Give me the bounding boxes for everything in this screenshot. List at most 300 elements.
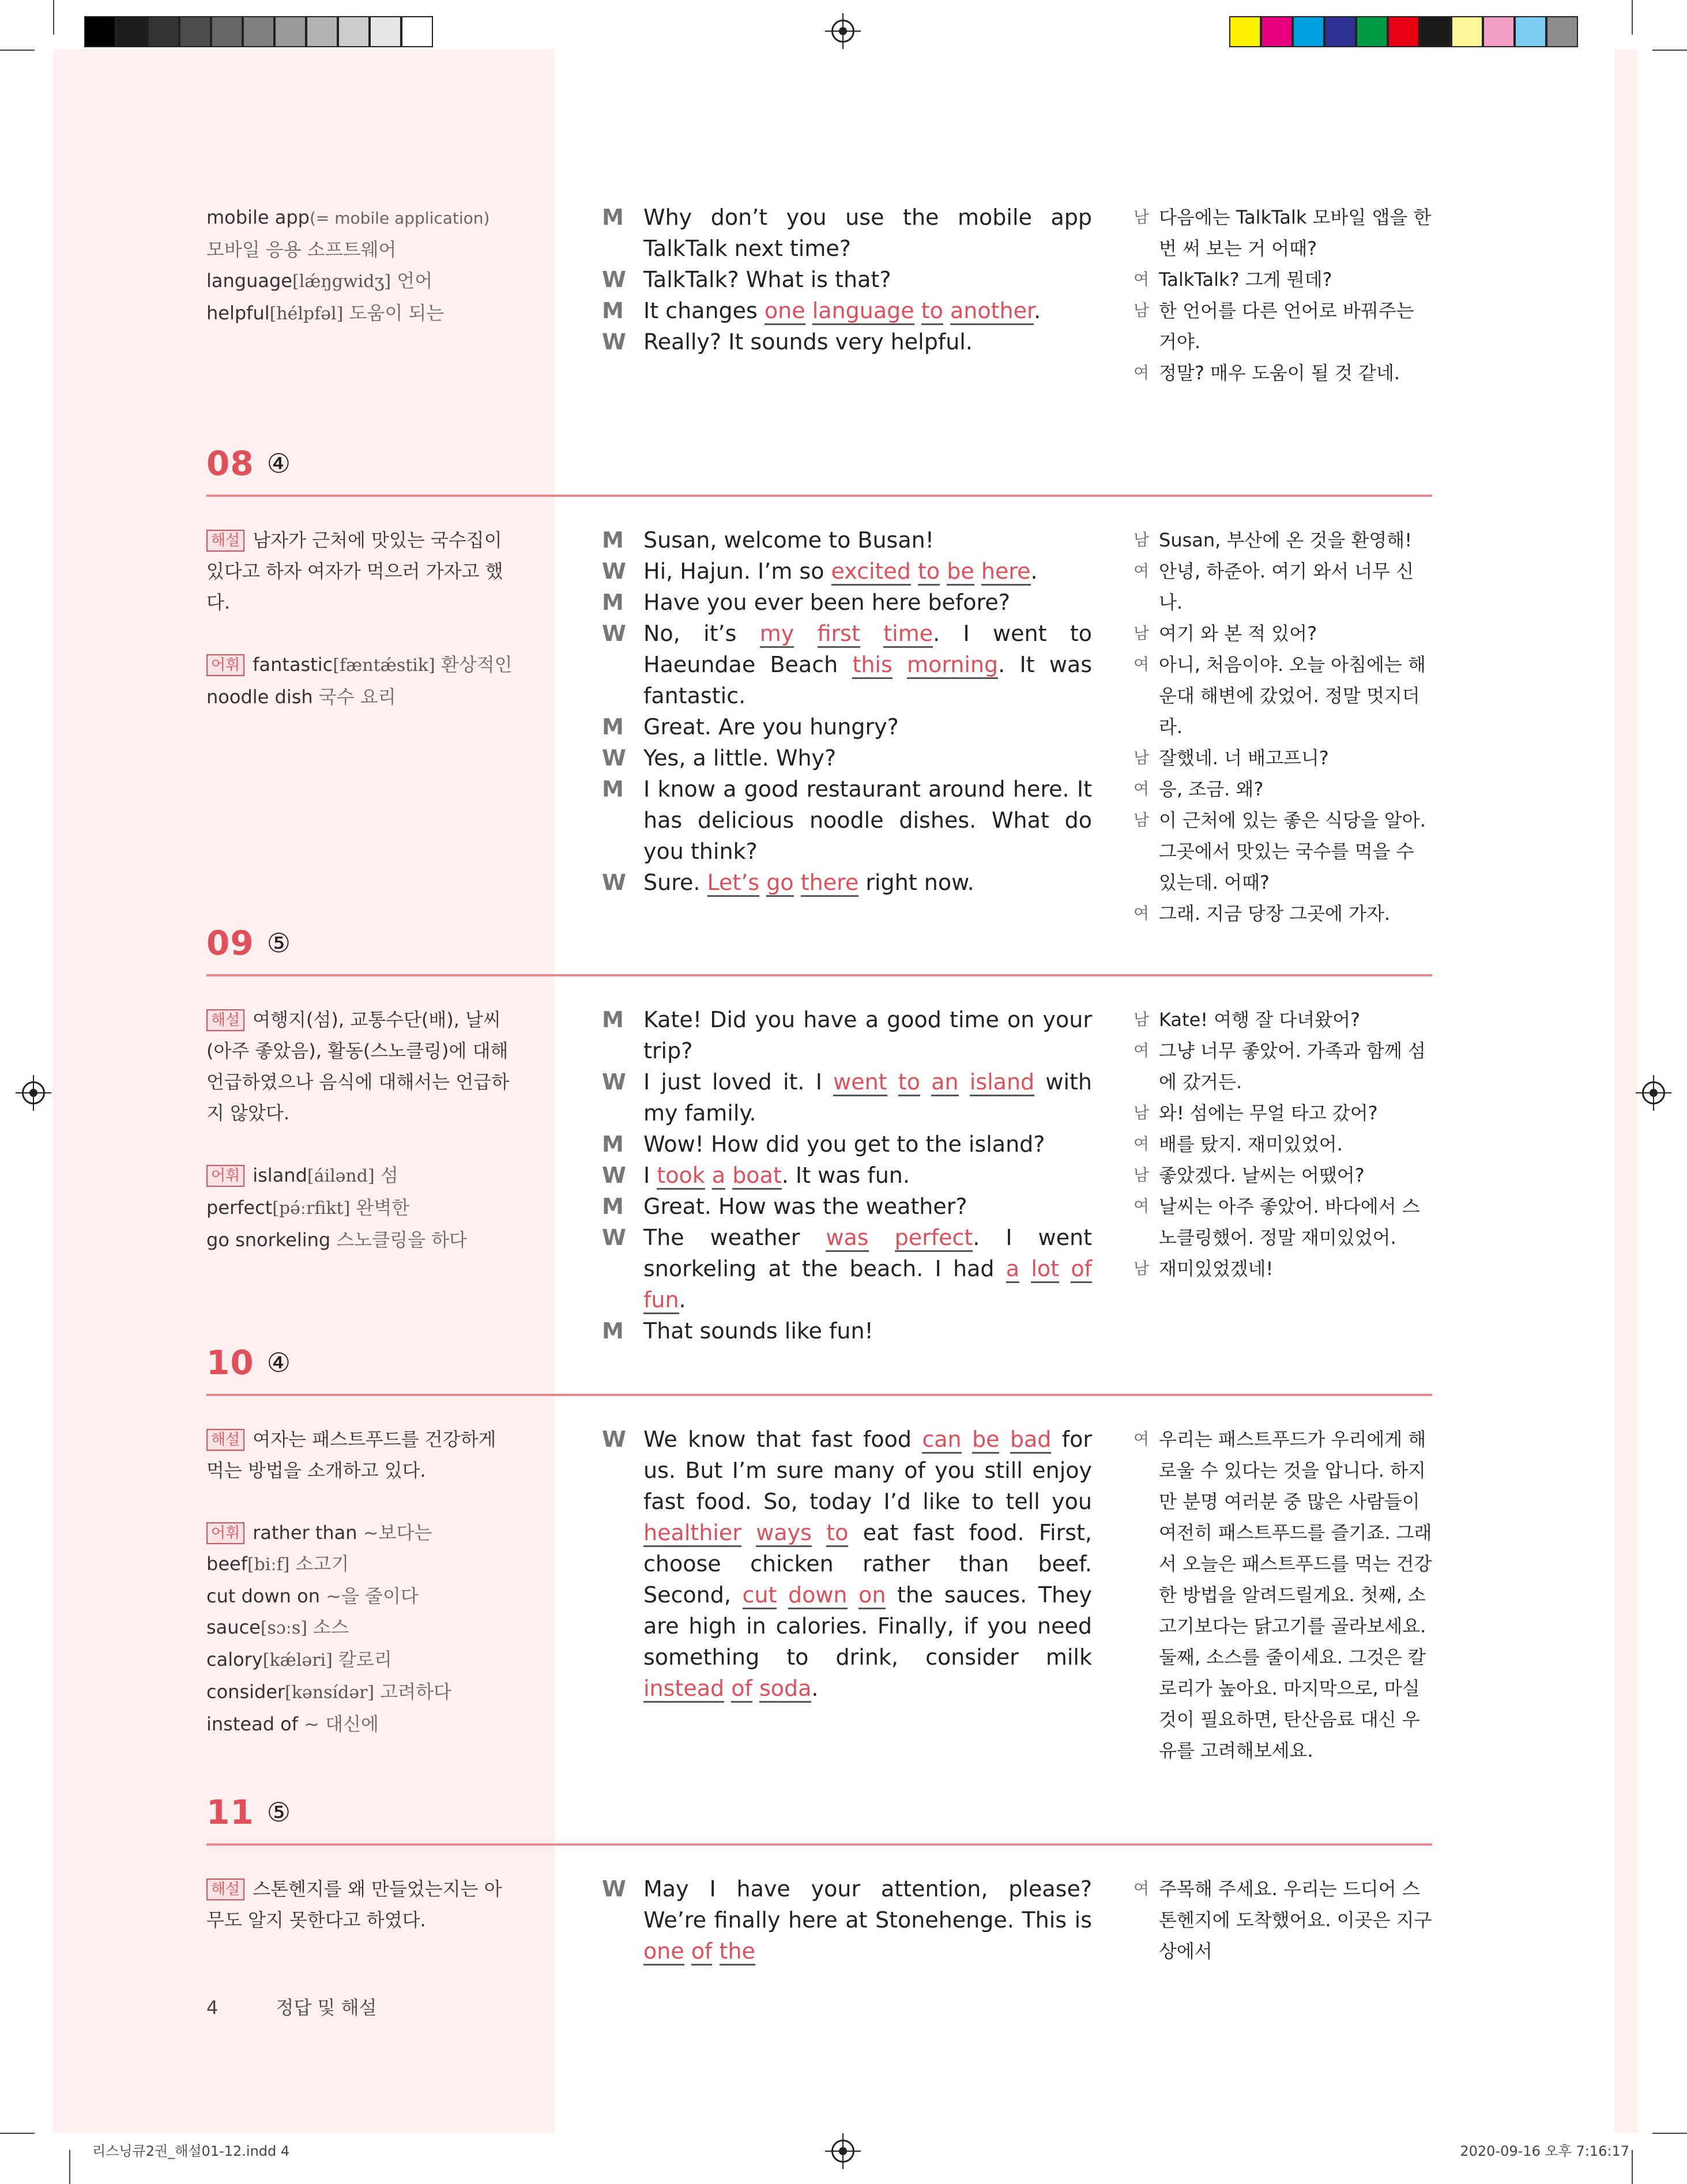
vocab-tag: 어휘 xyxy=(206,654,244,676)
answer-blank: down xyxy=(788,1582,848,1609)
answer-blank: to xyxy=(918,559,940,586)
vocab-gloss: 칼로리 xyxy=(338,1649,392,1670)
dialogue-text: It changes xyxy=(643,298,765,323)
speaker-label: W xyxy=(602,1069,626,1095)
answer-choice: ⑤ xyxy=(266,927,291,959)
dialogue-text: right now. xyxy=(858,870,974,895)
speaker-label: W xyxy=(602,1163,626,1188)
vocab-word: instead of xyxy=(206,1713,299,1735)
translation-text: 정말? 매우 도움이 될 것 같네. xyxy=(1159,362,1400,384)
right-edge-background xyxy=(1614,50,1637,2133)
answer-blank: soda xyxy=(759,1676,811,1703)
speaker-label: 남 xyxy=(1134,1010,1150,1029)
speaker-label: 여 xyxy=(1134,904,1150,923)
speaker-label: M xyxy=(602,714,624,740)
dialogue-text: Susan, welcome to Busan! xyxy=(643,527,934,553)
dialogue-script xyxy=(602,202,1092,357)
answer-blank: one xyxy=(643,1938,684,1966)
translation-line xyxy=(1134,264,1433,295)
translation-line xyxy=(1134,774,1433,805)
dialogue-text xyxy=(999,1427,1010,1452)
speaker-label: 남 xyxy=(1134,810,1150,829)
dialogue-text: I know a good restaurant around here. It has delicious noodle dishes. What do you think? xyxy=(643,776,1092,864)
dialogue-text xyxy=(920,1069,931,1095)
vocab-gloss: 스노클링을 하다 xyxy=(336,1229,467,1251)
dialogue-text: the sauces. They are high in calories. Finally, if you need something to drink, consider milk xyxy=(643,1582,1092,1670)
dialogue-line xyxy=(602,556,1092,587)
vocab-ipa: [áilənd] xyxy=(307,1166,375,1186)
color-swatch xyxy=(1388,16,1419,47)
dialogue-line xyxy=(602,326,1092,357)
explanation-block xyxy=(206,1424,518,1740)
answer-blank: to xyxy=(826,1520,848,1547)
dialogue-script xyxy=(602,1873,1092,1967)
color-swatch xyxy=(1261,16,1293,47)
color-swatch xyxy=(84,16,116,47)
dialogue-text xyxy=(741,1520,756,1545)
dialogue-line xyxy=(602,1160,1092,1191)
color-swatch xyxy=(1229,16,1261,47)
registration-mark-icon xyxy=(831,2140,854,2163)
explanation-tag: 해설 xyxy=(206,1429,244,1451)
dialogue-text xyxy=(684,1938,691,1964)
dialogue-text: I just loved it. I xyxy=(643,1069,834,1095)
question-number: 10 xyxy=(206,1343,254,1382)
section-header xyxy=(206,923,291,963)
dialogue-line xyxy=(602,1424,1092,1704)
dialogue-text xyxy=(974,559,981,584)
explanation-text: 남자가 근처에 맛있는 국수집이 있다고 하자 여자가 먹으러 가자고 했다. xyxy=(206,529,503,613)
dialogue-line xyxy=(602,1222,1092,1315)
dialogue-text xyxy=(705,1163,712,1188)
korean-translation xyxy=(1134,525,1433,929)
answer-blank: Let’s xyxy=(707,870,760,897)
translation-text: 한 언어를 다른 언어로 바꿔주는 거야. xyxy=(1159,300,1414,353)
speaker-label: 남 xyxy=(1134,530,1150,549)
dialogue-text xyxy=(887,1069,898,1095)
color-swatch xyxy=(370,16,401,47)
translation-text: 이 근처에 있는 좋은 식당을 알아. 그곳에서 맛있는 국수를 먹을 수 있는데. 어때? xyxy=(1159,809,1426,893)
dialogue-line xyxy=(602,525,1092,556)
speaker-label: 여 xyxy=(1134,363,1150,382)
answer-choice: ⑤ xyxy=(266,1797,291,1828)
page-number: 4 xyxy=(206,1997,219,2019)
translation-line xyxy=(1134,1160,1433,1191)
explanation-block xyxy=(206,525,518,712)
explanation-block xyxy=(206,1004,518,1255)
color-swatch xyxy=(274,16,306,47)
speaker-label: 여 xyxy=(1134,270,1150,289)
speaker-label: W xyxy=(602,1427,626,1452)
speaker-label: M xyxy=(602,590,624,615)
vocab-word: helpful xyxy=(206,302,270,324)
dialogue-text: Wow! How did you get to the island? xyxy=(643,1131,1045,1157)
section-divider xyxy=(206,1843,1432,1846)
vocab-gloss: 고려하다 xyxy=(380,1681,451,1703)
translation-line xyxy=(1134,1424,1433,1766)
translation-line xyxy=(1134,898,1433,929)
section-divider xyxy=(206,974,1432,976)
explanation-text: 여자는 패스트푸드를 건강하게 먹는 방법을 소개하고 있다. xyxy=(206,1428,496,1481)
dialogue-line xyxy=(602,1873,1092,1967)
dialogue-line xyxy=(602,202,1092,264)
answer-blank: morning xyxy=(907,652,998,679)
answer-blank: instead xyxy=(643,1676,724,1703)
dialogue-line xyxy=(602,587,1092,618)
dialogue-text xyxy=(777,1582,788,1608)
speaker-label: M xyxy=(602,1131,624,1157)
color-swatch xyxy=(179,16,211,47)
answer-blank: another xyxy=(950,298,1034,325)
vocab-gloss: ~을 줄이다 xyxy=(326,1585,419,1607)
answer-blank: of xyxy=(691,1938,713,1966)
speaker-label: W xyxy=(602,621,626,646)
translation-line xyxy=(1134,525,1433,556)
vocab-ipa: [fæntǽstik] xyxy=(333,655,435,676)
color-swatch xyxy=(1324,16,1356,47)
color-swatch xyxy=(243,16,274,47)
translation-text: 좋았겠다. 날씨는 어땠어? xyxy=(1159,1164,1365,1186)
dialogue-text: . xyxy=(679,1287,686,1312)
vocab-gloss: (= mobile application) xyxy=(309,209,490,228)
vocab-ipa: [sɔːs] xyxy=(260,1618,307,1638)
answer-blank: can xyxy=(922,1427,961,1454)
dialogue-line xyxy=(602,264,1092,295)
answer-blank: one xyxy=(765,298,805,325)
vocab-ipa: [lǽŋgwidʒ] xyxy=(292,271,391,292)
dialogue-line xyxy=(602,1066,1092,1129)
dialogue-text: I xyxy=(643,1163,657,1188)
explanation-tag: 해설 xyxy=(206,1879,244,1900)
dialogue-text: Hi, Hajun. I’m so xyxy=(643,559,831,584)
color-swatch xyxy=(1356,16,1388,47)
vocab-word: rather than xyxy=(253,1522,357,1544)
dialogue-text xyxy=(860,621,883,646)
vocab-gloss: 소스 xyxy=(313,1616,349,1638)
translation-line xyxy=(1134,805,1433,898)
dialogue-text: Great. Are you hungry? xyxy=(643,714,899,740)
translation-line xyxy=(1134,1035,1433,1097)
crop-mark xyxy=(0,50,35,51)
answer-blank: boat xyxy=(732,1163,782,1190)
print-timestamp: 2020-09-16 오후 7:16:17 xyxy=(1460,2143,1629,2159)
crop-mark xyxy=(1632,0,1633,35)
answer-blank: first xyxy=(818,621,860,648)
translation-text: 다음에는 TalkTalk 모바일 앱을 한번 써 보는 거 어때? xyxy=(1159,206,1432,259)
speaker-label: 여 xyxy=(1134,1879,1150,1898)
section-divider xyxy=(206,1394,1432,1396)
vocab-gloss: 환상적인 xyxy=(440,654,513,676)
vocab-word: fantastic xyxy=(253,654,333,676)
vocab-gloss: 국수 요리 xyxy=(318,686,396,708)
vocab-word: cut down on xyxy=(206,1585,320,1607)
answer-blank: language xyxy=(812,298,914,325)
korean-translation xyxy=(1134,1004,1433,1284)
speaker-label: M xyxy=(602,1007,624,1032)
translation-text: 와! 섬에는 무얼 타고 갔어? xyxy=(1159,1102,1378,1124)
color-swatch xyxy=(306,16,338,47)
speaker-label: 남 xyxy=(1134,1165,1150,1185)
vocab-gloss: 완벽한 xyxy=(356,1197,410,1219)
translation-text: 아니, 처음이야. 오늘 아침에는 해운대 해변에 갔었어. 정말 멋지더라. xyxy=(1159,654,1426,738)
dialogue-text: . xyxy=(1034,298,1041,323)
answer-blank: a xyxy=(712,1163,725,1190)
speaker-label: W xyxy=(602,745,626,771)
dialogue-text: Have you ever been here before? xyxy=(643,590,1010,615)
crop-mark xyxy=(1652,50,1687,51)
translation-line xyxy=(1134,1873,1433,1967)
question-number: 08 xyxy=(206,444,254,483)
dialogue-text: That sounds like fun! xyxy=(643,1318,873,1344)
dialogue-text: . It was fantastic. xyxy=(643,652,1092,708)
answer-blank: was xyxy=(826,1225,868,1252)
speaker-label: W xyxy=(602,1225,626,1250)
dialogue-text: Kate! Did you have a good time on your trip? xyxy=(643,1007,1092,1063)
dialogue-line xyxy=(602,742,1092,774)
translation-text: 재미있었겠네! xyxy=(1159,1258,1274,1280)
vocab-word: mobile app xyxy=(206,206,310,228)
dialogue-text xyxy=(752,1676,759,1701)
translation-text: 그냥 너무 좋았어. 가족과 함께 섬에 갔거든. xyxy=(1159,1040,1426,1093)
answer-blank: ways xyxy=(756,1520,812,1547)
translation-text: 배를 탔지. 재미있었어. xyxy=(1159,1133,1343,1155)
color-swatch xyxy=(401,16,433,47)
translation-line xyxy=(1134,1129,1433,1160)
answer-blank: lot xyxy=(1031,1256,1059,1283)
dialogue-text xyxy=(724,1676,731,1701)
answer-blank: on xyxy=(858,1582,886,1609)
speaker-label: 여 xyxy=(1134,1429,1150,1449)
speaker-label: M xyxy=(602,1194,624,1219)
vocab-word: consider xyxy=(206,1681,285,1703)
dialogue-text xyxy=(1019,1256,1031,1281)
vocab-gloss: 언어 xyxy=(397,270,433,292)
speaker-label: M xyxy=(602,776,624,802)
speaker-label: 여 xyxy=(1134,1134,1150,1153)
crop-mark xyxy=(69,2150,70,2184)
vocab-ipa: [kǽləri] xyxy=(262,1650,333,1670)
answer-blank: fun xyxy=(643,1287,679,1314)
speaker-label: M xyxy=(602,527,624,553)
dialogue-text: The weather xyxy=(643,1225,826,1250)
speaker-label: M xyxy=(602,1318,624,1344)
answer-blank: excited xyxy=(831,559,911,586)
dialogue-line xyxy=(602,1315,1092,1346)
vocab-tag: 어휘 xyxy=(206,1522,244,1544)
dialogue-text: No, it’s xyxy=(643,621,760,646)
answer-blank: go xyxy=(766,870,793,897)
vocab-ipa: [pə́ːrfikt] xyxy=(272,1198,351,1219)
explanation-tag: 해설 xyxy=(206,1009,244,1031)
speaker-label: M xyxy=(602,298,624,323)
vocab-word: go snorkeling xyxy=(206,1229,331,1251)
speaker-label: W xyxy=(602,559,626,584)
section-header xyxy=(206,444,291,483)
korean-translation xyxy=(1134,202,1433,388)
dialogue-text: Yes, a little. Why? xyxy=(643,745,837,771)
explanation-tag: 해설 xyxy=(206,530,244,552)
translation-text: TalkTalk? 그게 뭔데? xyxy=(1159,269,1332,291)
vocab-word: beef xyxy=(206,1553,247,1575)
answer-blank: the xyxy=(720,1938,755,1966)
speaker-label: M xyxy=(602,205,624,230)
answer-blank: here xyxy=(981,559,1031,586)
translation-text: Susan, 부산에 온 것을 환영해! xyxy=(1159,529,1413,551)
vocab-word: sauce xyxy=(206,1616,261,1638)
dialogue-line xyxy=(602,618,1092,711)
vocab-gloss: 도움이 되는 xyxy=(349,302,445,324)
explanation-text: 여행지(섬), 교통수단(배), 날씨(아주 좋았음), 활동(스노클링)에 대해 언급하였으나 음식에 대해서는 언급하지 않았다. xyxy=(206,1009,510,1124)
color-swatch xyxy=(338,16,370,47)
speaker-label: 남 xyxy=(1134,301,1150,320)
answer-blank: island xyxy=(970,1069,1034,1096)
crop-mark xyxy=(53,0,54,35)
dialogue-text: May I have your attention, please? We’re finally here at Stonehenge. This is xyxy=(643,1876,1092,1933)
dialogue-text: . It was fun. xyxy=(781,1163,910,1188)
speaker-label: 남 xyxy=(1134,1259,1150,1278)
registration-mark-icon xyxy=(22,1081,45,1104)
translation-text: 응, 조금. 왜? xyxy=(1159,778,1264,800)
translation-line xyxy=(1134,742,1433,774)
dialogue-text xyxy=(805,298,812,323)
speaker-label: 여 xyxy=(1134,655,1150,674)
speaker-label: 남 xyxy=(1134,208,1150,227)
dialogue-line xyxy=(602,1129,1092,1160)
dialogue-script xyxy=(602,1004,1092,1346)
vocab-word: perfect xyxy=(206,1197,273,1219)
translation-text: 주목해 주세요. 우리는 드디어 스톤헨지에 도착했어요. 이곳은 지구상에서 xyxy=(1159,1878,1432,1962)
translation-line xyxy=(1134,618,1433,649)
vocab-gloss: 모바일 응용 소프트웨어 xyxy=(206,239,397,261)
vocab-ipa: [biːf] xyxy=(247,1555,290,1575)
color-swatch xyxy=(1515,16,1546,47)
korean-translation xyxy=(1134,1424,1433,1766)
answer-blank: to xyxy=(898,1069,920,1096)
crop-mark xyxy=(1632,2150,1633,2184)
vocab-ipa: [hélpfəl] xyxy=(269,304,344,324)
dialogue-text: . I went snorkeling at the beach. I had xyxy=(643,1225,1092,1281)
color-swatch xyxy=(1293,16,1324,47)
translation-line xyxy=(1134,649,1433,742)
translation-text: Kate! 여행 잘 다녀왔어? xyxy=(1159,1009,1360,1031)
vocab-word: noodle dish xyxy=(206,686,313,708)
page-footer xyxy=(206,1993,376,2020)
answer-choice: ④ xyxy=(266,1347,291,1378)
dialogue-text xyxy=(893,652,907,677)
answer-blank: of xyxy=(731,1676,752,1703)
translation-text: 여기 와 본 적 있어? xyxy=(1159,623,1317,644)
indd-file-slug: 리스닝큐2권_해설01-12.indd 4 xyxy=(92,2143,290,2159)
translation-text: 그래. 지금 당장 그곳에 가자. xyxy=(1159,903,1391,925)
translation-text: 날씨는 아주 좋았어. 바다에서 스노클링했어. 정말 재미있었어. xyxy=(1159,1195,1420,1248)
speaker-label: 여 xyxy=(1134,1197,1150,1216)
speaker-label: 남 xyxy=(1134,1103,1150,1122)
vocab-word: island xyxy=(253,1164,307,1186)
dialogue-text: for us. But I’m sure many of you still enjoy fast food. So, today I’d like to tell you xyxy=(643,1427,1092,1514)
dialogue-text xyxy=(962,1427,972,1452)
dialogue-line xyxy=(602,867,1092,898)
color-swatch xyxy=(1419,16,1451,47)
translation-line xyxy=(1134,295,1433,357)
answer-blank: be xyxy=(972,1427,1000,1454)
dialogue-text: . I went to Haeundae Beach xyxy=(643,621,1092,677)
answer-choice: ④ xyxy=(266,448,291,479)
dialogue-text xyxy=(794,621,817,646)
translation-line xyxy=(1134,202,1433,264)
dialogue-text: eat fast food. First, choose chicken rather than beef. Second, xyxy=(643,1520,1092,1608)
dialogue-script xyxy=(602,525,1092,898)
dialogue-text xyxy=(869,1225,895,1250)
explanation-text: 스톤헨지를 왜 만들었는지는 아무도 알지 못한다고 하였다. xyxy=(206,1878,502,1931)
speaker-label: W xyxy=(602,267,626,292)
dialogue-text xyxy=(812,1520,826,1545)
vocab-gloss: 소고기 xyxy=(295,1553,349,1575)
translation-text: 잘했네. 너 배고프니? xyxy=(1159,747,1329,769)
vocab-list xyxy=(206,202,518,330)
speaker-label: 여 xyxy=(1134,1041,1150,1060)
dialogue-text: . xyxy=(1030,559,1038,584)
answer-blank: this xyxy=(852,652,892,679)
dialogue-text: Sure. xyxy=(643,870,707,895)
speaker-label: W xyxy=(602,870,626,895)
translation-line xyxy=(1134,1253,1433,1284)
dialogue-text xyxy=(914,298,921,323)
answer-blank: time xyxy=(883,621,933,648)
answer-blank: my xyxy=(760,621,794,648)
speaker-label: 남 xyxy=(1134,624,1150,643)
dialogue-text xyxy=(940,559,947,584)
color-swatch xyxy=(116,16,148,47)
speaker-label: W xyxy=(602,1876,626,1902)
crop-mark xyxy=(1652,2133,1687,2134)
dialogue-line xyxy=(602,711,1092,742)
crop-mark xyxy=(0,2133,35,2134)
dialogue-script xyxy=(602,1424,1092,1704)
dialogue-line xyxy=(602,1191,1092,1222)
color-swatch xyxy=(211,16,243,47)
answer-blank: to xyxy=(921,298,943,325)
color-swatch xyxy=(1451,16,1483,47)
dialogue-text xyxy=(848,1582,859,1608)
answer-blank: of xyxy=(1071,1256,1092,1283)
dialogue-text xyxy=(943,298,950,323)
answer-blank: be xyxy=(947,559,974,586)
speaker-label: 남 xyxy=(1134,748,1150,767)
question-number: 11 xyxy=(206,1793,254,1832)
translation-line xyxy=(1134,1004,1433,1035)
answer-blank: perfect xyxy=(895,1225,973,1252)
vocab-gloss: ~ 대신에 xyxy=(304,1713,379,1735)
dialogue-text: Great. How was the weather? xyxy=(643,1194,967,1219)
dialogue-text xyxy=(725,1163,732,1188)
answer-blank: went xyxy=(833,1069,887,1096)
dialogue-text: with my family. xyxy=(643,1069,1092,1126)
vocab-gloss: ~보다는 xyxy=(363,1522,432,1544)
answer-blank: an xyxy=(931,1069,958,1096)
answer-blank: a xyxy=(1006,1256,1019,1283)
translation-line xyxy=(1134,556,1433,618)
dialogue-text: We know that fast food xyxy=(643,1427,922,1452)
speaker-label: W xyxy=(602,329,626,354)
page-label: 정답 및 해설 xyxy=(276,1997,377,2019)
answer-blank: cut xyxy=(743,1582,777,1609)
question-number: 09 xyxy=(206,923,254,963)
answer-blank: there xyxy=(801,870,859,897)
translation-line xyxy=(1134,1191,1433,1253)
speaker-label: 여 xyxy=(1134,779,1150,798)
color-swatch xyxy=(148,16,179,47)
dialogue-line xyxy=(602,295,1092,326)
